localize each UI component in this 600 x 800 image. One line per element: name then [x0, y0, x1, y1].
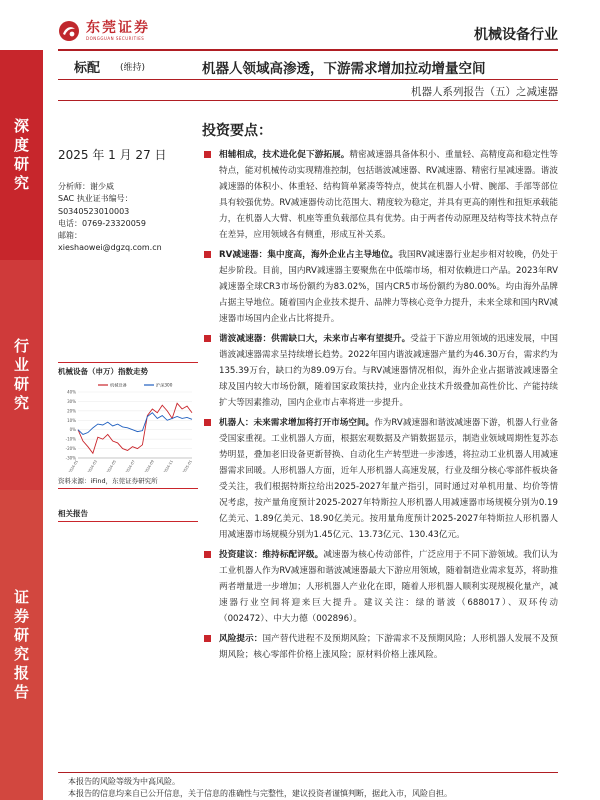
band-char: 研	[13, 626, 29, 644]
chart-x-tick-label: 2024-11	[162, 459, 174, 472]
key-point	[202, 547, 558, 627]
side-band-deep-research	[0, 50, 43, 260]
industry-label: 机械设备行业	[474, 27, 558, 43]
analyst-email[interactable]: xieshaowei@dgzq.com.cn	[58, 243, 162, 253]
band-char: 深	[13, 117, 29, 135]
key-point-lead: 投资建议：维持标配评级。	[219, 550, 324, 560]
band-char: 究	[13, 394, 29, 412]
logo-text-cn: 东莞证券	[86, 19, 150, 36]
key-point-lead: RV减速器：集中度高，海外企业占主导地位。	[219, 250, 399, 260]
band-char: 告	[13, 683, 29, 701]
key-point-body: 作为RV减速器和谐波减速器下游，机器人行业备受国家重视。工业机器人方面，根据宏观数据及产销数据显示，制造业领域周期性复苏态势明显，叠加老旧设备更新替换、自动化生产转型进一步渗透，将拉动工业机器人用减速器需求回暖。人形机器人方面，近年人形机器人高速发展，行业及细分核心零部件板块备受关注，我们根据特斯拉给出2025-2027年量产指引，同时通过对单机用量、均价等情况考虑，按产量角度预计2025-2027年特斯拉人形机器人用减速器市场规模分别为0.19亿美元、1.89亿美元、18.90亿美元。按用量角度预计2025-2027年特斯拉人形机器人用减速器市场规模分别为1.45亿元、13.73亿元、130.43亿元。	[219, 418, 558, 540]
chart-y-tick-label: 10%	[67, 417, 76, 423]
index-chart	[58, 378, 198, 472]
chart-x-tick-label: 2024-07	[124, 459, 136, 472]
band-char: 券	[13, 607, 29, 625]
rating-label: 标配	[74, 61, 101, 76]
key-point-lead: 机器人：未来需求增加将打开市场空间。	[219, 418, 375, 428]
side-band-securities-report	[0, 490, 43, 800]
title-divider	[58, 79, 558, 80]
chart-y-tick-label: -10%	[65, 436, 76, 442]
email-label: 邮箱：	[58, 231, 82, 241]
logo-text-en: DONGGUAN SECURITIES	[86, 35, 145, 41]
key-point	[202, 147, 558, 243]
side-band	[0, 50, 43, 800]
bullet-square-icon	[204, 151, 211, 158]
header-divider	[58, 49, 558, 51]
rating-status: (维持)	[120, 63, 146, 73]
footer-divider	[58, 772, 558, 773]
bullet-square-icon	[204, 419, 211, 426]
key-point-body: 国产替代进程不及预期风险；下游需求不及预期风险；人形机器人发展不及预期风险；核心零部件价格上涨风险；原材料价格上涨风险。	[219, 634, 558, 660]
band-char: 业	[13, 356, 29, 374]
key-point-lead: 谐波减速器：供需缺口大，未来市占率有望提升。	[219, 334, 411, 344]
analyst-phone: 电话：0769-23320059	[58, 218, 146, 228]
band-char: 究	[13, 174, 29, 192]
page-header	[0, 0, 600, 50]
key-point-body: 我国RV减速器行业起步相对较晚，仍处于起步阶段。目前，国内RV减速器主要聚焦在中低端市场，相对依赖进口产品。2023年RV减速器全球CR3市场份额约为83.02%，国内CR5市场份额约为80.00%。均由海外品牌占据主导地位。随着国内企业技术提升、品牌力等核心竞争力提升，未来全球和国内RV减速器市场国内企业占比将提升。	[219, 250, 558, 324]
report-subtitle: 机器人系列报告（五）之减速器	[411, 86, 558, 98]
band-char: 研	[13, 375, 29, 393]
chart-bottom-divider	[58, 488, 198, 489]
band-char: 究	[13, 645, 29, 663]
source-note: 本报告的信息均来自已公开信息，关于信息的准确性与完整性，建议投资者谨慎判断，据此入市，风险自担。	[68, 789, 452, 798]
chart-y-tick-label: 20%	[67, 408, 76, 414]
chart-y-tick-label: 30%	[67, 398, 76, 404]
chart-y-tick-label: 0%	[69, 427, 76, 433]
key-points-list	[202, 147, 558, 667]
key-point	[202, 631, 558, 663]
analyst-name: 分析师：谢少威	[58, 182, 114, 191]
chart-x-tick-label: 2024-05	[105, 459, 117, 472]
risk-level-note: 本报告的风险等级为中高风险。	[68, 777, 180, 786]
bullet-square-icon	[204, 551, 211, 558]
report-title: 机器人领域高渗透，下游需求增加拉动增量空间	[202, 61, 486, 77]
band-char: 行	[13, 337, 29, 355]
subtitle-divider	[58, 100, 558, 101]
analyst-info	[58, 181, 162, 255]
chart-legend-label: 机械设备	[110, 382, 127, 388]
key-point	[202, 331, 558, 411]
chart-x-tick-label: 2024-09	[143, 459, 155, 472]
chart-series-line	[78, 413, 192, 435]
chart-x-tick-label: 2025-01	[181, 459, 193, 472]
chart-y-tick-label: 40%	[67, 389, 76, 395]
sac-number: S0340523010003	[58, 206, 130, 216]
key-point-body: 减速器为核心传动部件，广泛应用于不同下游领域。我们认为工业机器人作为RV减速器和谐波减速器最大下游应用领域，随着制造业需求复苏，将助推两者增量进一步增加；人形机器人产业化在即，随着人形机器人顺利实现规模化量产，减速器行业空间将迎来巨大提升。建议关注：绿的谐波（688017）、双环传动（002472）、中大力德（002896）。	[219, 550, 558, 624]
logo-icon	[58, 20, 80, 42]
index-chart-svg	[58, 378, 198, 472]
bullet-square-icon	[204, 635, 211, 642]
footer-disclaimer	[68, 776, 452, 800]
chart-y-tick-label: -20%	[65, 446, 76, 452]
chart-x-tick-label: 2024-01	[67, 459, 79, 472]
band-char: 度	[13, 136, 29, 154]
key-point	[202, 415, 558, 543]
chart-y-tick-label: -30%	[65, 455, 76, 461]
bullet-square-icon	[204, 335, 211, 342]
band-char: 研	[13, 155, 29, 173]
band-char: 报	[13, 664, 29, 682]
band-char: 证	[13, 588, 29, 606]
chart-source: 资料来源：iFind，东莞证券研究所	[58, 477, 158, 485]
chart-top-divider	[58, 362, 198, 363]
key-point	[202, 247, 558, 327]
related-reports-heading: 相关报告	[58, 509, 88, 518]
chart-title: 机械设备（申万）指数走势	[58, 367, 148, 376]
company-logo	[58, 20, 150, 42]
key-points-title: 投资要点：	[202, 123, 272, 139]
chart-x-tick-label: 2024-03	[86, 459, 98, 472]
key-point-lead: 相辅相成，技术进化促下游拓展。	[219, 150, 350, 160]
chart-legend-label: 沪深300	[156, 382, 173, 388]
key-point-body: 受益于下游应用领域的迅速发展，中国谐波减速器需求呈持续增长趋势。2022年国内谐波减速器产量约为46.30万台，需求约为135.39万台，缺口约为89.09万台。与RV减速器情况相似，海外企业占据谐波减速器全球及国内较大市场份额，随着国家政策扶持，业内企业技术升级叠加高性价比、产能持续扩大等因素推动，国内企业市占率将进一步提升。	[219, 334, 558, 408]
sac-label: SAC 执业证书编号：	[58, 194, 133, 204]
key-point-body: 精密减速器具备体积小、重量轻、高精度高和稳定性等特点，能对机械传动实现精准控制，包括谐波减速器、RV减速器、精密行星减速器。谐波减速器的体积小、体重轻、结构简单紧凑等特点，使其在机器人小臂、腕部、手部等部位具有较强优势。RV减速器传动比范围大、精度较为稳定，并具有更高的刚性和扭矩承载能力，在机器人大臂、机座等重负载部位具有优势。由于两者传动原理及结构等技术特点存在差异，应用领域各有侧重，形成互补关系。	[219, 150, 558, 240]
side-band-industry-research	[0, 260, 43, 490]
related-divider	[58, 521, 198, 522]
bullet-square-icon	[204, 251, 211, 258]
report-date: 2025 年 1 月 27 日	[58, 148, 167, 162]
key-point-lead: 风险提示：	[219, 634, 263, 644]
